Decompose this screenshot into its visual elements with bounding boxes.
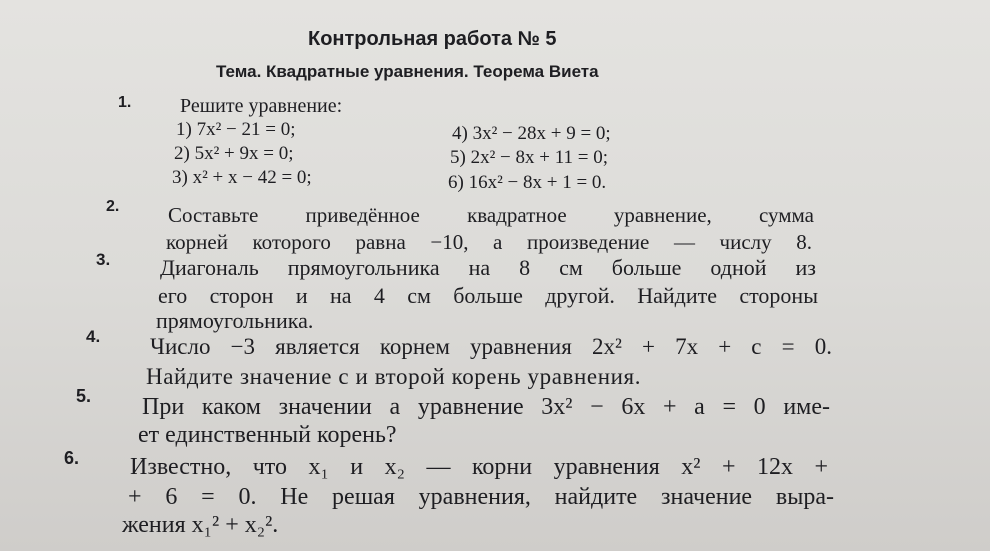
task-text: Число −3 является корнем уравнения 2x² + 7x + c = 0. [150, 334, 832, 359]
task-text: ет единственный корень? [138, 422, 397, 448]
task-text: + 6 = 0. Не решая уравнения, найдите значение выра- [128, 484, 834, 510]
task-text: Составьте приведённое квадратное уравнение, сумма [168, 203, 814, 227]
task-text: Диагональ прямоугольника на 8 см больше одной из [160, 255, 816, 280]
task-text: Найдите значение c и второй корень уравнения. [146, 364, 642, 389]
equation: 5) 2x² − 8x + 11 = 0; [450, 147, 608, 168]
task-text: прямоугольника. [156, 308, 314, 333]
task-text: Известно, что x₁ и x₂ — корни уравнения x² + 12x + [130, 454, 828, 480]
task-number: 2. [106, 198, 120, 215]
equation: 4) 3x² − 28x + 9 = 0; [452, 123, 611, 144]
task-number: 6. [64, 448, 80, 468]
task-text: Решите уравнение: [180, 95, 343, 117]
equation: 6) 16x² − 8x + 1 = 0. [448, 172, 607, 193]
task-text: его сторон и на 4 см больше другой. Найдите стороны [158, 283, 818, 308]
task-number: 4. [86, 327, 101, 346]
task-number: 5. [76, 386, 92, 406]
task-number: 3. [96, 250, 111, 269]
equation: 1) 7x² − 21 = 0; [176, 119, 296, 140]
task-text: жения x₁² + x₂². [122, 512, 279, 538]
task-text: корней которого равна −10, а произведение — числу 8. [166, 230, 812, 254]
task-number: 1. [118, 94, 132, 111]
task-text: При каком значении a уравнение 3x² − 6x + a = 0 име- [142, 394, 830, 420]
equation: 3) x² + x − 42 = 0; [172, 167, 312, 188]
equation: 2) 5x² + 9x = 0; [174, 143, 294, 164]
page-title: Контрольная работа № 5 [308, 28, 557, 50]
page-subtitle: Тема. Квадратные уравнения. Теорема Виета [216, 62, 599, 81]
